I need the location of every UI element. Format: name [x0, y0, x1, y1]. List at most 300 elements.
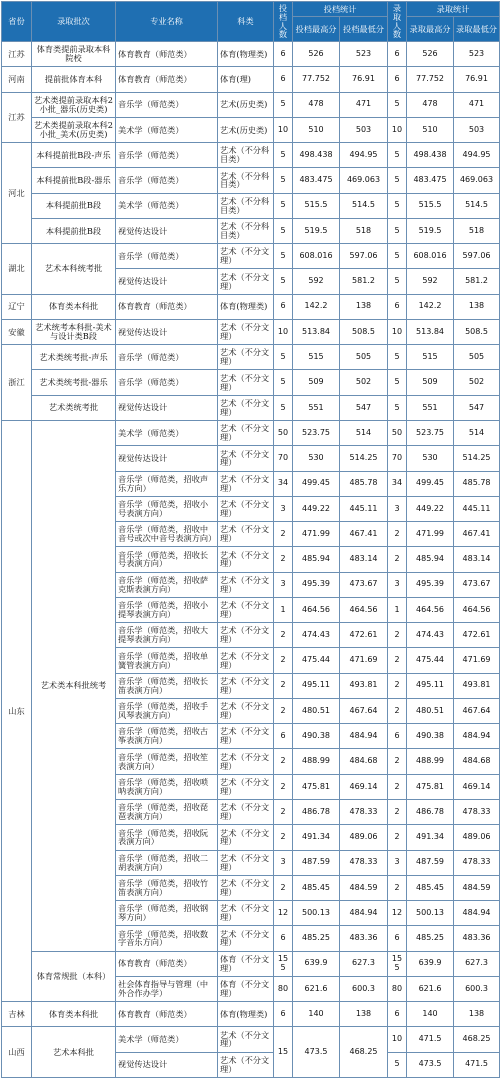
- admit-low-cell: 468.25: [454, 1027, 500, 1052]
- admit-low-cell: 483.36: [454, 926, 500, 951]
- submitted-count-cell: 70: [274, 446, 293, 471]
- submit-low-cell: 472.61: [340, 623, 388, 648]
- header-subject: 科类: [218, 2, 274, 42]
- subject-cell: 艺术（不分文理）: [218, 269, 274, 294]
- admit-high-cell: 592: [407, 269, 454, 294]
- batch-cell: 本科提前批B段-声乐: [32, 143, 116, 168]
- header-admitted: 录取人数: [388, 2, 407, 42]
- table-row: [2, 117, 500, 142]
- submit-high-cell: 480.51: [293, 698, 340, 723]
- admit-low-cell: 478.33: [454, 850, 500, 875]
- submit-low-cell: 138: [340, 1002, 388, 1027]
- major-cell: 音乐学（师范类，招收古筝表演方向）: [116, 724, 218, 749]
- submitted-count-cell: 6: [274, 67, 293, 92]
- admit-high-cell: 639.9: [407, 951, 454, 976]
- major-cell: 音乐学（师范类，招收唢呐表演方向）: [116, 774, 218, 799]
- subject-cell: 体育(理): [218, 67, 274, 92]
- admit-high-cell: 471.5: [407, 1027, 454, 1052]
- admit-low-cell: 627.3: [454, 951, 500, 976]
- table-row: [2, 143, 500, 168]
- admit-high-cell: 621.6: [407, 976, 454, 1001]
- admit-low-cell: 581.2: [454, 269, 500, 294]
- admit-high-cell: 449.22: [407, 496, 454, 521]
- submit-low-cell: 138: [340, 294, 388, 319]
- admitted-count-cell: 5: [388, 218, 407, 243]
- submit-high-cell: 515: [293, 345, 340, 370]
- batch-cell: 体育类提前录取本科院校: [32, 42, 116, 67]
- subject-cell: 艺术（不分文理）: [218, 370, 274, 395]
- table-row: [2, 319, 500, 344]
- province-cell: 安徽: [2, 319, 32, 344]
- major-cell: 音乐学（师范类，招收萨克斯表演方向）: [116, 572, 218, 597]
- header-province: 省份: [2, 2, 32, 42]
- subject-cell: 艺术（不分科目类）: [218, 168, 274, 193]
- admit-high-cell: 551: [407, 395, 454, 420]
- admit-low-cell: 494.95: [454, 143, 500, 168]
- batch-cell: 艺术统考本科批-美术与设计类B段: [32, 319, 116, 344]
- major-cell: 音乐学（师范类，招收中音号或次中音号表演方向）: [116, 522, 218, 547]
- table-row: [2, 294, 500, 319]
- submit-high-cell: 523.75: [293, 420, 340, 445]
- admitted-count-cell: 2: [388, 547, 407, 572]
- table-row: [2, 395, 500, 420]
- submitted-count-cell: 3: [274, 496, 293, 521]
- subject-cell: 艺术（不分文理）: [218, 673, 274, 698]
- admitted-count-cell: 3: [388, 496, 407, 521]
- submit-high-cell: 608.016: [293, 244, 340, 269]
- admit-high-cell: 474.43: [407, 623, 454, 648]
- province-cell: 山西: [2, 1027, 32, 1078]
- submitted-count-cell: 2: [274, 825, 293, 850]
- table-row: [2, 67, 500, 92]
- subject-cell: 艺术（不分文理）: [218, 774, 274, 799]
- major-cell: 视觉传达设计: [116, 269, 218, 294]
- admitted-count-cell: 2: [388, 698, 407, 723]
- submit-high-cell: 510: [293, 117, 340, 142]
- admit-low-cell: 473.67: [454, 572, 500, 597]
- table-row: [2, 244, 500, 269]
- subject-cell: 艺术（不分文理）: [218, 420, 274, 445]
- submit-low-cell: 467.41: [340, 522, 388, 547]
- submitted-count-cell: 2: [274, 698, 293, 723]
- submit-low-cell: 489.06: [340, 825, 388, 850]
- submit-high-cell: 509: [293, 370, 340, 395]
- major-cell: 社会体育指导与管理（中外合作办学）: [116, 976, 218, 1001]
- batch-cell: 艺术类提前录取本科2小批_美术(历史类): [32, 117, 116, 142]
- batch-cell: 本科提前批B段-器乐: [32, 168, 116, 193]
- submit-high-cell: 491.34: [293, 825, 340, 850]
- province-cell: 辽宁: [2, 294, 32, 319]
- admit-low-cell: 502: [454, 370, 500, 395]
- major-cell: 音乐学（师范类，招收笙表演方向）: [116, 749, 218, 774]
- admitted-count-cell: 2: [388, 749, 407, 774]
- major-cell: 音乐学（师范类，招收大提琴表演方向）: [116, 623, 218, 648]
- submit-low-cell: 514.5: [340, 193, 388, 218]
- major-cell: 美术学（师范类）: [116, 117, 218, 142]
- table-row: [2, 193, 500, 218]
- admit-low-cell: 76.91: [454, 67, 500, 92]
- subject-cell: 艺术（不分文理）: [218, 1052, 274, 1077]
- subject-cell: 艺术（不分文理）: [218, 572, 274, 597]
- admit-high-cell: 485.45: [407, 875, 454, 900]
- admit-low-cell: 505: [454, 345, 500, 370]
- batch-cell: 艺术本科统考批: [32, 244, 116, 295]
- submit-high-cell: 513.84: [293, 319, 340, 344]
- admit-high-cell: 509: [407, 370, 454, 395]
- admit-low-cell: 503: [454, 117, 500, 142]
- major-cell: 音乐学（师范类）: [116, 168, 218, 193]
- admit-low-cell: 597.06: [454, 244, 500, 269]
- submitted-count-cell: 5: [274, 345, 293, 370]
- subject-cell: 艺术（不分文理）: [218, 799, 274, 824]
- admitted-count-cell: 3: [388, 572, 407, 597]
- admit-high-cell: 498.438: [407, 143, 454, 168]
- admitted-count-cell: 2: [388, 623, 407, 648]
- admitted-count-cell: 6: [388, 724, 407, 749]
- batch-cell: 体育类本科批: [32, 1002, 116, 1027]
- admit-low-cell: 484.94: [454, 724, 500, 749]
- admit-low-cell: 471.69: [454, 648, 500, 673]
- batch-cell: 艺术类统考批-声乐: [32, 345, 116, 370]
- admitted-count-cell: 5: [388, 345, 407, 370]
- admit-low-cell: 467.41: [454, 522, 500, 547]
- admitted-count-cell: 1: [388, 597, 407, 622]
- submitted-count-cell: 2: [274, 749, 293, 774]
- submit-high-cell: 471.99: [293, 522, 340, 547]
- table-row: [2, 42, 500, 67]
- submit-low-cell: 494.95: [340, 143, 388, 168]
- admitted-count-cell: 80: [388, 976, 407, 1001]
- table-row: [2, 168, 500, 193]
- major-cell: 音乐学（师范类，招收阮表演方向）: [116, 825, 218, 850]
- header-submit-low: 投档最低分: [340, 17, 388, 42]
- subject-cell: 艺术（不分文理）: [218, 875, 274, 900]
- submit-low-cell: 505: [340, 345, 388, 370]
- major-cell: 音乐学（师范类，招收单簧管表演方向）: [116, 648, 218, 673]
- table-row: [2, 1002, 500, 1027]
- major-cell: 体育教育（师范类）: [116, 1002, 218, 1027]
- subject-cell: 艺术（不分文理）: [218, 698, 274, 723]
- admitted-count-cell: 6: [388, 926, 407, 951]
- submitted-count-cell: 5: [274, 168, 293, 193]
- submit-low-cell: 600.3: [340, 976, 388, 1001]
- table-row: [2, 1027, 500, 1052]
- subject-cell: 艺术（不分科目类）: [218, 218, 274, 243]
- submit-low-cell: 518: [340, 218, 388, 243]
- admitted-count-cell: 10: [388, 117, 407, 142]
- admit-high-cell: 486.78: [407, 799, 454, 824]
- submit-low-cell: 468.25: [340, 1027, 388, 1078]
- submit-low-cell: 484.68: [340, 749, 388, 774]
- admitted-count-cell: 10: [388, 1027, 407, 1052]
- header-submit-stats: 投档统计: [293, 2, 388, 17]
- submitted-count-cell: 2: [274, 623, 293, 648]
- submit-high-cell: 487.59: [293, 850, 340, 875]
- subject-cell: 艺术（不分文理）: [218, 244, 274, 269]
- submitted-count-cell: 80: [274, 976, 293, 1001]
- subject-cell: 体育(物理类): [218, 1002, 274, 1027]
- submit-high-cell: 499.45: [293, 471, 340, 496]
- header-admit-stats: 录取统计: [407, 2, 500, 17]
- submitted-count-cell: 155: [274, 951, 293, 976]
- major-cell: 音乐学（师范类，招收竹笛表演方向）: [116, 875, 218, 900]
- header-admit-high: 录取最高分: [407, 17, 454, 42]
- province-cell: 河南: [2, 67, 32, 92]
- admit-high-cell: 487.59: [407, 850, 454, 875]
- submit-high-cell: 474.43: [293, 623, 340, 648]
- admitted-count-cell: 10: [388, 319, 407, 344]
- admitted-count-cell: 6: [388, 67, 407, 92]
- admit-high-cell: 515.5: [407, 193, 454, 218]
- admit-low-cell: 484.59: [454, 875, 500, 900]
- admitted-count-cell: 70: [388, 446, 407, 471]
- submitted-count-cell: 34: [274, 471, 293, 496]
- submit-high-cell: 475.81: [293, 774, 340, 799]
- submit-low-cell: 473.67: [340, 572, 388, 597]
- submit-high-cell: 495.39: [293, 572, 340, 597]
- submit-low-cell: 514.25: [340, 446, 388, 471]
- province-cell: 浙江: [2, 345, 32, 421]
- subject-cell: 艺术（不分文理）: [218, 825, 274, 850]
- admit-low-cell: 464.56: [454, 597, 500, 622]
- admit-low-cell: 469.14: [454, 774, 500, 799]
- major-cell: 音乐学（师范类，招收长笛表演方向）: [116, 673, 218, 698]
- admit-high-cell: 485.25: [407, 926, 454, 951]
- major-cell: 音乐学（师范类，招收数字音乐方向）: [116, 926, 218, 951]
- major-cell: 音乐学（师范类，招收小号表演方向）: [116, 496, 218, 521]
- submit-high-cell: 485.25: [293, 926, 340, 951]
- admit-high-cell: 471.99: [407, 522, 454, 547]
- submitted-count-cell: 50: [274, 420, 293, 445]
- major-cell: 音乐学（师范类）: [116, 92, 218, 117]
- major-cell: 美术学（师范类）: [116, 193, 218, 218]
- admit-low-cell: 493.81: [454, 673, 500, 698]
- province-cell: 江苏: [2, 92, 32, 143]
- admit-low-cell: 471.5: [454, 1052, 500, 1077]
- submitted-count-cell: 5: [274, 218, 293, 243]
- major-cell: 音乐学（师范类）: [116, 370, 218, 395]
- province-cell: 山东: [2, 420, 32, 1001]
- subject-cell: 艺术（不分科目类）: [218, 143, 274, 168]
- admitted-count-cell: 2: [388, 774, 407, 799]
- province-cell: 湖北: [2, 244, 32, 295]
- submit-low-cell: 484.59: [340, 875, 388, 900]
- submitted-count-cell: 5: [274, 92, 293, 117]
- submit-high-cell: 140: [293, 1002, 340, 1027]
- admission-table: [1, 1, 500, 1078]
- submit-low-cell: 514: [340, 420, 388, 445]
- subject-cell: 艺术（不分文理）: [218, 345, 274, 370]
- table-row: [2, 951, 500, 976]
- submit-high-cell: 485.45: [293, 875, 340, 900]
- submit-high-cell: 498.438: [293, 143, 340, 168]
- admit-low-cell: 478.33: [454, 799, 500, 824]
- major-cell: 体育教育（师范类）: [116, 42, 218, 67]
- admit-high-cell: 483.475: [407, 168, 454, 193]
- admit-low-cell: 514.5: [454, 193, 500, 218]
- major-cell: 体育教育（师范类）: [116, 294, 218, 319]
- major-cell: 音乐学（师范类，招收长号表演方向）: [116, 547, 218, 572]
- major-cell: 美术学（师范类）: [116, 420, 218, 445]
- admit-low-cell: 471: [454, 92, 500, 117]
- submit-high-cell: 495.11: [293, 673, 340, 698]
- submitted-count-cell: 6: [274, 1002, 293, 1027]
- major-cell: 音乐学（师范类）: [116, 143, 218, 168]
- admit-high-cell: 519.5: [407, 218, 454, 243]
- admitted-count-cell: 2: [388, 799, 407, 824]
- header-submitted: 投档人数: [274, 2, 293, 42]
- header-submit-high: 投档最高分: [293, 17, 340, 42]
- submitted-count-cell: 2: [274, 799, 293, 824]
- subject-cell: 艺术（不分文理）: [218, 749, 274, 774]
- submit-low-cell: 471.69: [340, 648, 388, 673]
- batch-cell: 艺术类本科批统考: [32, 420, 116, 951]
- submit-high-cell: 519.5: [293, 218, 340, 243]
- admit-low-cell: 514: [454, 420, 500, 445]
- submit-high-cell: 621.6: [293, 976, 340, 1001]
- submitted-count-cell: 2: [274, 547, 293, 572]
- submit-low-cell: 469.14: [340, 774, 388, 799]
- submit-high-cell: 485.94: [293, 547, 340, 572]
- admit-low-cell: 514.25: [454, 446, 500, 471]
- admitted-count-cell: 2: [388, 673, 407, 698]
- submit-low-cell: 483.14: [340, 547, 388, 572]
- admit-low-cell: 600.3: [454, 976, 500, 1001]
- admit-low-cell: 484.68: [454, 749, 500, 774]
- submitted-count-cell: 6: [274, 42, 293, 67]
- subject-cell: 艺术（不分文理）: [218, 319, 274, 344]
- admit-low-cell: 485.78: [454, 471, 500, 496]
- admit-low-cell: 484.94: [454, 901, 500, 926]
- submit-high-cell: 478: [293, 92, 340, 117]
- submit-high-cell: 464.56: [293, 597, 340, 622]
- subject-cell: 艺术（不分科目类）: [218, 193, 274, 218]
- batch-cell: 本科提前批B段: [32, 218, 116, 243]
- submitted-count-cell: 2: [274, 648, 293, 673]
- batch-cell: 体育常规批（本科）: [32, 951, 116, 1002]
- submitted-count-cell: 2: [274, 875, 293, 900]
- admitted-count-cell: 5: [388, 269, 407, 294]
- subject-cell: 艺术（不分文理）: [218, 724, 274, 749]
- admitted-count-cell: 5: [388, 168, 407, 193]
- subject-cell: 体育（不分文理）: [218, 976, 274, 1001]
- major-cell: 音乐学（师范类，招收手风琴表演方向）: [116, 698, 218, 723]
- subject-cell: 艺术（不分文理）: [218, 547, 274, 572]
- table-row: [2, 92, 500, 117]
- subject-cell: 艺术（不分文理）: [218, 850, 274, 875]
- subject-cell: 艺术（不分文理）: [218, 496, 274, 521]
- submit-low-cell: 464.56: [340, 597, 388, 622]
- header-major: 专业名称: [116, 2, 218, 42]
- admitted-count-cell: 6: [388, 1002, 407, 1027]
- submit-low-cell: 484.94: [340, 724, 388, 749]
- submit-high-cell: 475.44: [293, 648, 340, 673]
- table-row: [2, 345, 500, 370]
- admit-high-cell: 77.752: [407, 67, 454, 92]
- submitted-count-cell: 10: [274, 319, 293, 344]
- admit-high-cell: 488.99: [407, 749, 454, 774]
- major-cell: 视觉传达设计: [116, 395, 218, 420]
- major-cell: 音乐学（师范类）: [116, 345, 218, 370]
- admit-high-cell: 495.11: [407, 673, 454, 698]
- submit-high-cell: 473.5: [293, 1027, 340, 1078]
- submit-low-cell: 76.91: [340, 67, 388, 92]
- admit-low-cell: 523: [454, 42, 500, 67]
- province-cell: 河北: [2, 143, 32, 244]
- submitted-count-cell: 3: [274, 850, 293, 875]
- submitted-count-cell: 12: [274, 901, 293, 926]
- major-cell: 视觉传达设计: [116, 446, 218, 471]
- admitted-count-cell: 155: [388, 951, 407, 976]
- admitted-count-cell: 2: [388, 648, 407, 673]
- admitted-count-cell: 5: [388, 395, 407, 420]
- admit-low-cell: 469.063: [454, 168, 500, 193]
- major-cell: 体育教育（师范类）: [116, 67, 218, 92]
- submit-high-cell: 515.5: [293, 193, 340, 218]
- major-cell: 音乐学（师范类，招收钢琴方向）: [116, 901, 218, 926]
- admit-low-cell: 445.11: [454, 496, 500, 521]
- admit-low-cell: 489.06: [454, 825, 500, 850]
- submitted-count-cell: 6: [274, 724, 293, 749]
- admit-low-cell: 138: [454, 294, 500, 319]
- submit-high-cell: 530: [293, 446, 340, 471]
- subject-cell: 艺术（不分文理）: [218, 522, 274, 547]
- batch-cell: 艺术类统考批: [32, 395, 116, 420]
- major-cell: 音乐学（师范类，招收琵琶表演方向）: [116, 799, 218, 824]
- admit-high-cell: 485.94: [407, 547, 454, 572]
- admit-low-cell: 138: [454, 1002, 500, 1027]
- major-cell: 音乐学（师范类，招收声乐方向）: [116, 471, 218, 496]
- submit-high-cell: 486.78: [293, 799, 340, 824]
- submit-low-cell: 493.81: [340, 673, 388, 698]
- submitted-count-cell: 3: [274, 572, 293, 597]
- admitted-count-cell: 12: [388, 901, 407, 926]
- submit-low-cell: 483.36: [340, 926, 388, 951]
- table-body: [2, 42, 500, 1078]
- submit-high-cell: 490.38: [293, 724, 340, 749]
- batch-cell: 艺术类统考批-器乐: [32, 370, 116, 395]
- submitted-count-cell: 2: [274, 522, 293, 547]
- admit-high-cell: 510: [407, 117, 454, 142]
- submitted-count-cell: 2: [274, 774, 293, 799]
- submit-high-cell: 77.752: [293, 67, 340, 92]
- submit-low-cell: 467.64: [340, 698, 388, 723]
- subject-cell: 艺术（不分文理）: [218, 648, 274, 673]
- admit-high-cell: 526: [407, 42, 454, 67]
- admit-low-cell: 518: [454, 218, 500, 243]
- province-cell: 吉林: [2, 1002, 32, 1027]
- admitted-count-cell: 5: [388, 244, 407, 269]
- submit-high-cell: 488.99: [293, 749, 340, 774]
- table-row: [2, 218, 500, 243]
- submit-low-cell: 503: [340, 117, 388, 142]
- subject-cell: 体育（不分文理）: [218, 951, 274, 976]
- admit-high-cell: 490.38: [407, 724, 454, 749]
- batch-cell: 艺术本科批: [32, 1027, 116, 1078]
- major-cell: 视觉传达设计: [116, 319, 218, 344]
- subject-cell: 艺术（不分文理）: [218, 395, 274, 420]
- submit-high-cell: 483.475: [293, 168, 340, 193]
- admit-high-cell: 515: [407, 345, 454, 370]
- admit-low-cell: 483.14: [454, 547, 500, 572]
- major-cell: 视觉传达设计: [116, 1052, 218, 1077]
- submit-low-cell: 478.33: [340, 850, 388, 875]
- admit-high-cell: 530: [407, 446, 454, 471]
- submitted-count-cell: 10: [274, 117, 293, 142]
- subject-cell: 艺术(历史类): [218, 92, 274, 117]
- admit-high-cell: 523.75: [407, 420, 454, 445]
- admit-high-cell: 464.56: [407, 597, 454, 622]
